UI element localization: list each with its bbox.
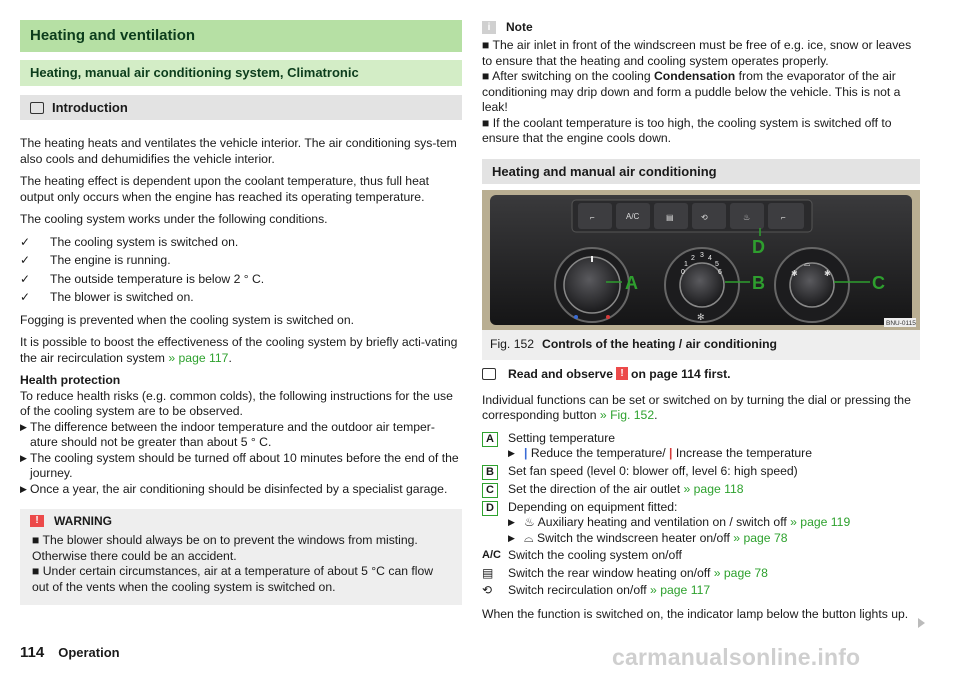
- warning-box: [20, 509, 462, 605]
- info-icon: i: [482, 21, 496, 34]
- list-item: ▶ Once a year, the air conditioning should be disinfected by a specialist garage.: [20, 481, 448, 496]
- rear-defrost-icon: ▤: [666, 212, 674, 222]
- legend-item-a: A Setting temperature ▶ | Reduce the temperature/ | Increase the temperature: [482, 431, 920, 462]
- watermark: carmanualsonline.info: [612, 644, 861, 670]
- closing-paragraph: When the function is switched on, the indicator lamp below the button lights up.: [482, 606, 909, 621]
- legend: [482, 431, 920, 599]
- paragraph: Fogging is prevented when the cooling system is switched on.: [20, 312, 354, 327]
- note-header: i Note: [482, 16, 920, 38]
- footer-section: Operation: [58, 645, 120, 660]
- hot-marker: [606, 315, 610, 319]
- aux-heating-icon: ♨: [743, 212, 751, 222]
- page-link[interactable]: » page 117: [168, 350, 229, 365]
- bullet-triangle-icon: ▶: [508, 532, 515, 543]
- legend-item-b: B Set fan speed (level 0: blower off, level 6: high speed): [482, 464, 920, 480]
- cold-marker: [574, 315, 578, 319]
- blue-marker-icon: |: [524, 446, 528, 460]
- legend-item-d: D Depending on equipment fitted: ▶ ♨ Auxiliary heating and ventilation on / switch off » page 119 ▶ ⌓ Switch the windscreen heater on/off » page 78: [482, 500, 920, 547]
- figure-link[interactable]: » Fig. 152: [599, 408, 655, 422]
- health-list: [20, 420, 462, 498]
- legend-item-recirc: ⟲ Switch recirculation on/off » page 117: [482, 583, 711, 597]
- page-link[interactable]: » page 119: [790, 515, 851, 529]
- page-number: 114: [20, 644, 45, 661]
- health-title: Health protection: [20, 373, 121, 387]
- section-title: Heating, manual air conditioning system, Climatronic: [20, 60, 462, 86]
- right-column: [482, 20, 920, 629]
- intro-heading-text: Introduction: [52, 100, 128, 115]
- intro-heading: [20, 95, 462, 120]
- book-icon: [30, 102, 44, 113]
- figure-caption: Fig. 152 Controls of the heating / air conditioning: [482, 332, 920, 357]
- paragraph: The cooling system works under the following conditions.: [20, 212, 328, 226]
- legend-item-ac: A/C Switch the cooling system on/off: [482, 548, 682, 562]
- check-icon: ✓: [20, 290, 31, 304]
- chapter-title: Heating and ventilation: [20, 20, 462, 52]
- list-item: ▶ The difference between the indoor temperature and the outdoor air temper-ature should not be greater than about 5 ° C.: [20, 419, 435, 449]
- list-item: ▶ The cooling system should be turned off about 10 minutes before the end of the journey.: [20, 450, 459, 480]
- list-item: ✓ The blower is switched on.: [20, 290, 194, 304]
- key-a: A: [482, 432, 498, 447]
- list-item: ✓ The cooling system is switched on.: [20, 234, 239, 249]
- page-link[interactable]: » page 118: [683, 481, 744, 496]
- page-link[interactable]: » page 78: [713, 565, 768, 580]
- paragraph: It is possible to boost the effectiveness of the cooling system by briefly acti-vating the air recirculation system » page 117.: [20, 335, 458, 365]
- ac-label: A/C: [626, 211, 640, 221]
- air-direction-icon: ✱: [824, 268, 831, 278]
- check-icon: ✓: [20, 253, 31, 267]
- section-heading: Heating and manual air conditioning: [482, 159, 920, 184]
- air-direction-icon: ✱: [791, 268, 798, 278]
- recirculation-icon: ⟲: [482, 583, 493, 597]
- callout-d: D: [752, 236, 765, 257]
- aux-heating-icon: ♨: [524, 515, 535, 529]
- bullet-triangle-icon: ▶: [20, 452, 27, 463]
- paragraph: The heating heats and ventilates the vehicle interior. The air conditioning sys-tem also cools and dehumidifies the vehicle interior.: [20, 136, 457, 166]
- climate-panel-illustration: [482, 190, 920, 330]
- key-c: C: [482, 483, 498, 498]
- warning-item: ■ Under certain circumstances, air at a temperature of about 5 °C can flow out of the vents when the cooling system is switched on.: [32, 564, 434, 594]
- bullet-triangle-icon: ▶: [20, 421, 27, 432]
- book-icon: [482, 368, 496, 379]
- note-item: ■ After switching on the cooling Condensation from the evaporator of the air conditioning may drip down and form a puddle below the vehicle. This is not a leak!: [482, 69, 901, 114]
- note-item: ■ The air inlet in front of the windscreen must be free of e.g. ice, snow or leaves to ensure that the heating and cooling system operates properly.: [482, 38, 912, 68]
- read-and-observe: Read and observe ! on page 114 first.: [482, 367, 920, 381]
- list-item: ✓ The engine is running.: [20, 253, 171, 267]
- health-text: To reduce health risks (e.g. common colds), the following instructions for the use of the cooling system are to be observed.: [20, 388, 453, 418]
- page-link[interactable]: » page 78: [733, 530, 788, 545]
- windscreen-heater-icon: ⌓: [524, 530, 534, 545]
- left-column: [20, 20, 462, 605]
- key-d: D: [482, 501, 498, 516]
- bullet-triangle-icon: ▶: [508, 448, 515, 458]
- note-item: ■ If the coolant temperature is too high, the cooling system is switched off to ensure that the engine cools down.: [482, 115, 892, 145]
- svg-text:0: 0: [681, 268, 685, 276]
- warning-icon: !: [30, 515, 44, 527]
- seat-heat-left-button[interactable]: [578, 203, 612, 229]
- svg-text:4: 4: [708, 254, 712, 262]
- svg-text:1: 1: [684, 260, 688, 268]
- red-marker-icon: |: [669, 446, 673, 460]
- note-body: [482, 38, 920, 147]
- recirculation-button[interactable]: [692, 203, 726, 229]
- windscreen-icon: ⌓: [804, 258, 811, 268]
- callout-a: A: [625, 272, 638, 293]
- check-icon: ✓: [20, 271, 31, 286]
- list-item: ✓ The outside temperature is below 2 ° C.: [20, 271, 265, 286]
- next-page-arrow-icon[interactable]: [918, 618, 925, 628]
- page-footer: [20, 644, 120, 661]
- rear-window-heating-icon: ▤: [482, 565, 494, 580]
- check-icon: ✓: [20, 234, 31, 249]
- legend-item-c: C Set the direction of the air outlet » page 118: [482, 482, 920, 498]
- conditions-list: [20, 235, 462, 306]
- callout-b: B: [752, 272, 765, 293]
- svg-text:3: 3: [700, 251, 704, 259]
- legend-item-rear: ▤ Switch the rear window heating on/off » page 78: [482, 565, 768, 580]
- seat-heat-right-button[interactable]: [768, 203, 804, 229]
- ac-icon: A/C: [482, 549, 501, 561]
- warning-icon: !: [616, 367, 628, 380]
- key-b: B: [482, 465, 498, 480]
- svg-text:2: 2: [691, 254, 695, 262]
- callout-c: C: [872, 272, 885, 293]
- seat-heat-icon: ⌐: [590, 212, 595, 222]
- recirculation-icon: ⟲: [701, 212, 708, 222]
- seat-heat-icon: ⌐: [781, 212, 786, 222]
- bullet-triangle-icon: ▶: [20, 483, 27, 494]
- svg-text:5: 5: [715, 260, 719, 268]
- warning-item: ■ The blower should always be on to prevent the windows from misting. Otherwise there could be an accident.: [32, 533, 418, 563]
- fan-icon: ✻: [697, 311, 705, 322]
- svg-text:6: 6: [718, 268, 722, 276]
- bullet-triangle-icon: ▶: [508, 517, 515, 527]
- paragraph: Individual functions can be set or switched on by turning the dial or pressing the corresponding button » Fig. 152.: [482, 392, 911, 422]
- temperature-dial[interactable]: [564, 257, 620, 313]
- figure-code: BNU-0115: [886, 319, 916, 327]
- warning-header: ! WARNING: [20, 509, 462, 533]
- page-link[interactable]: » page 117: [650, 583, 711, 597]
- paragraph: The heating effect is dependent upon the coolant temperature, thus full heat output only occurs when the engine has reached its operating temperature.: [20, 174, 430, 204]
